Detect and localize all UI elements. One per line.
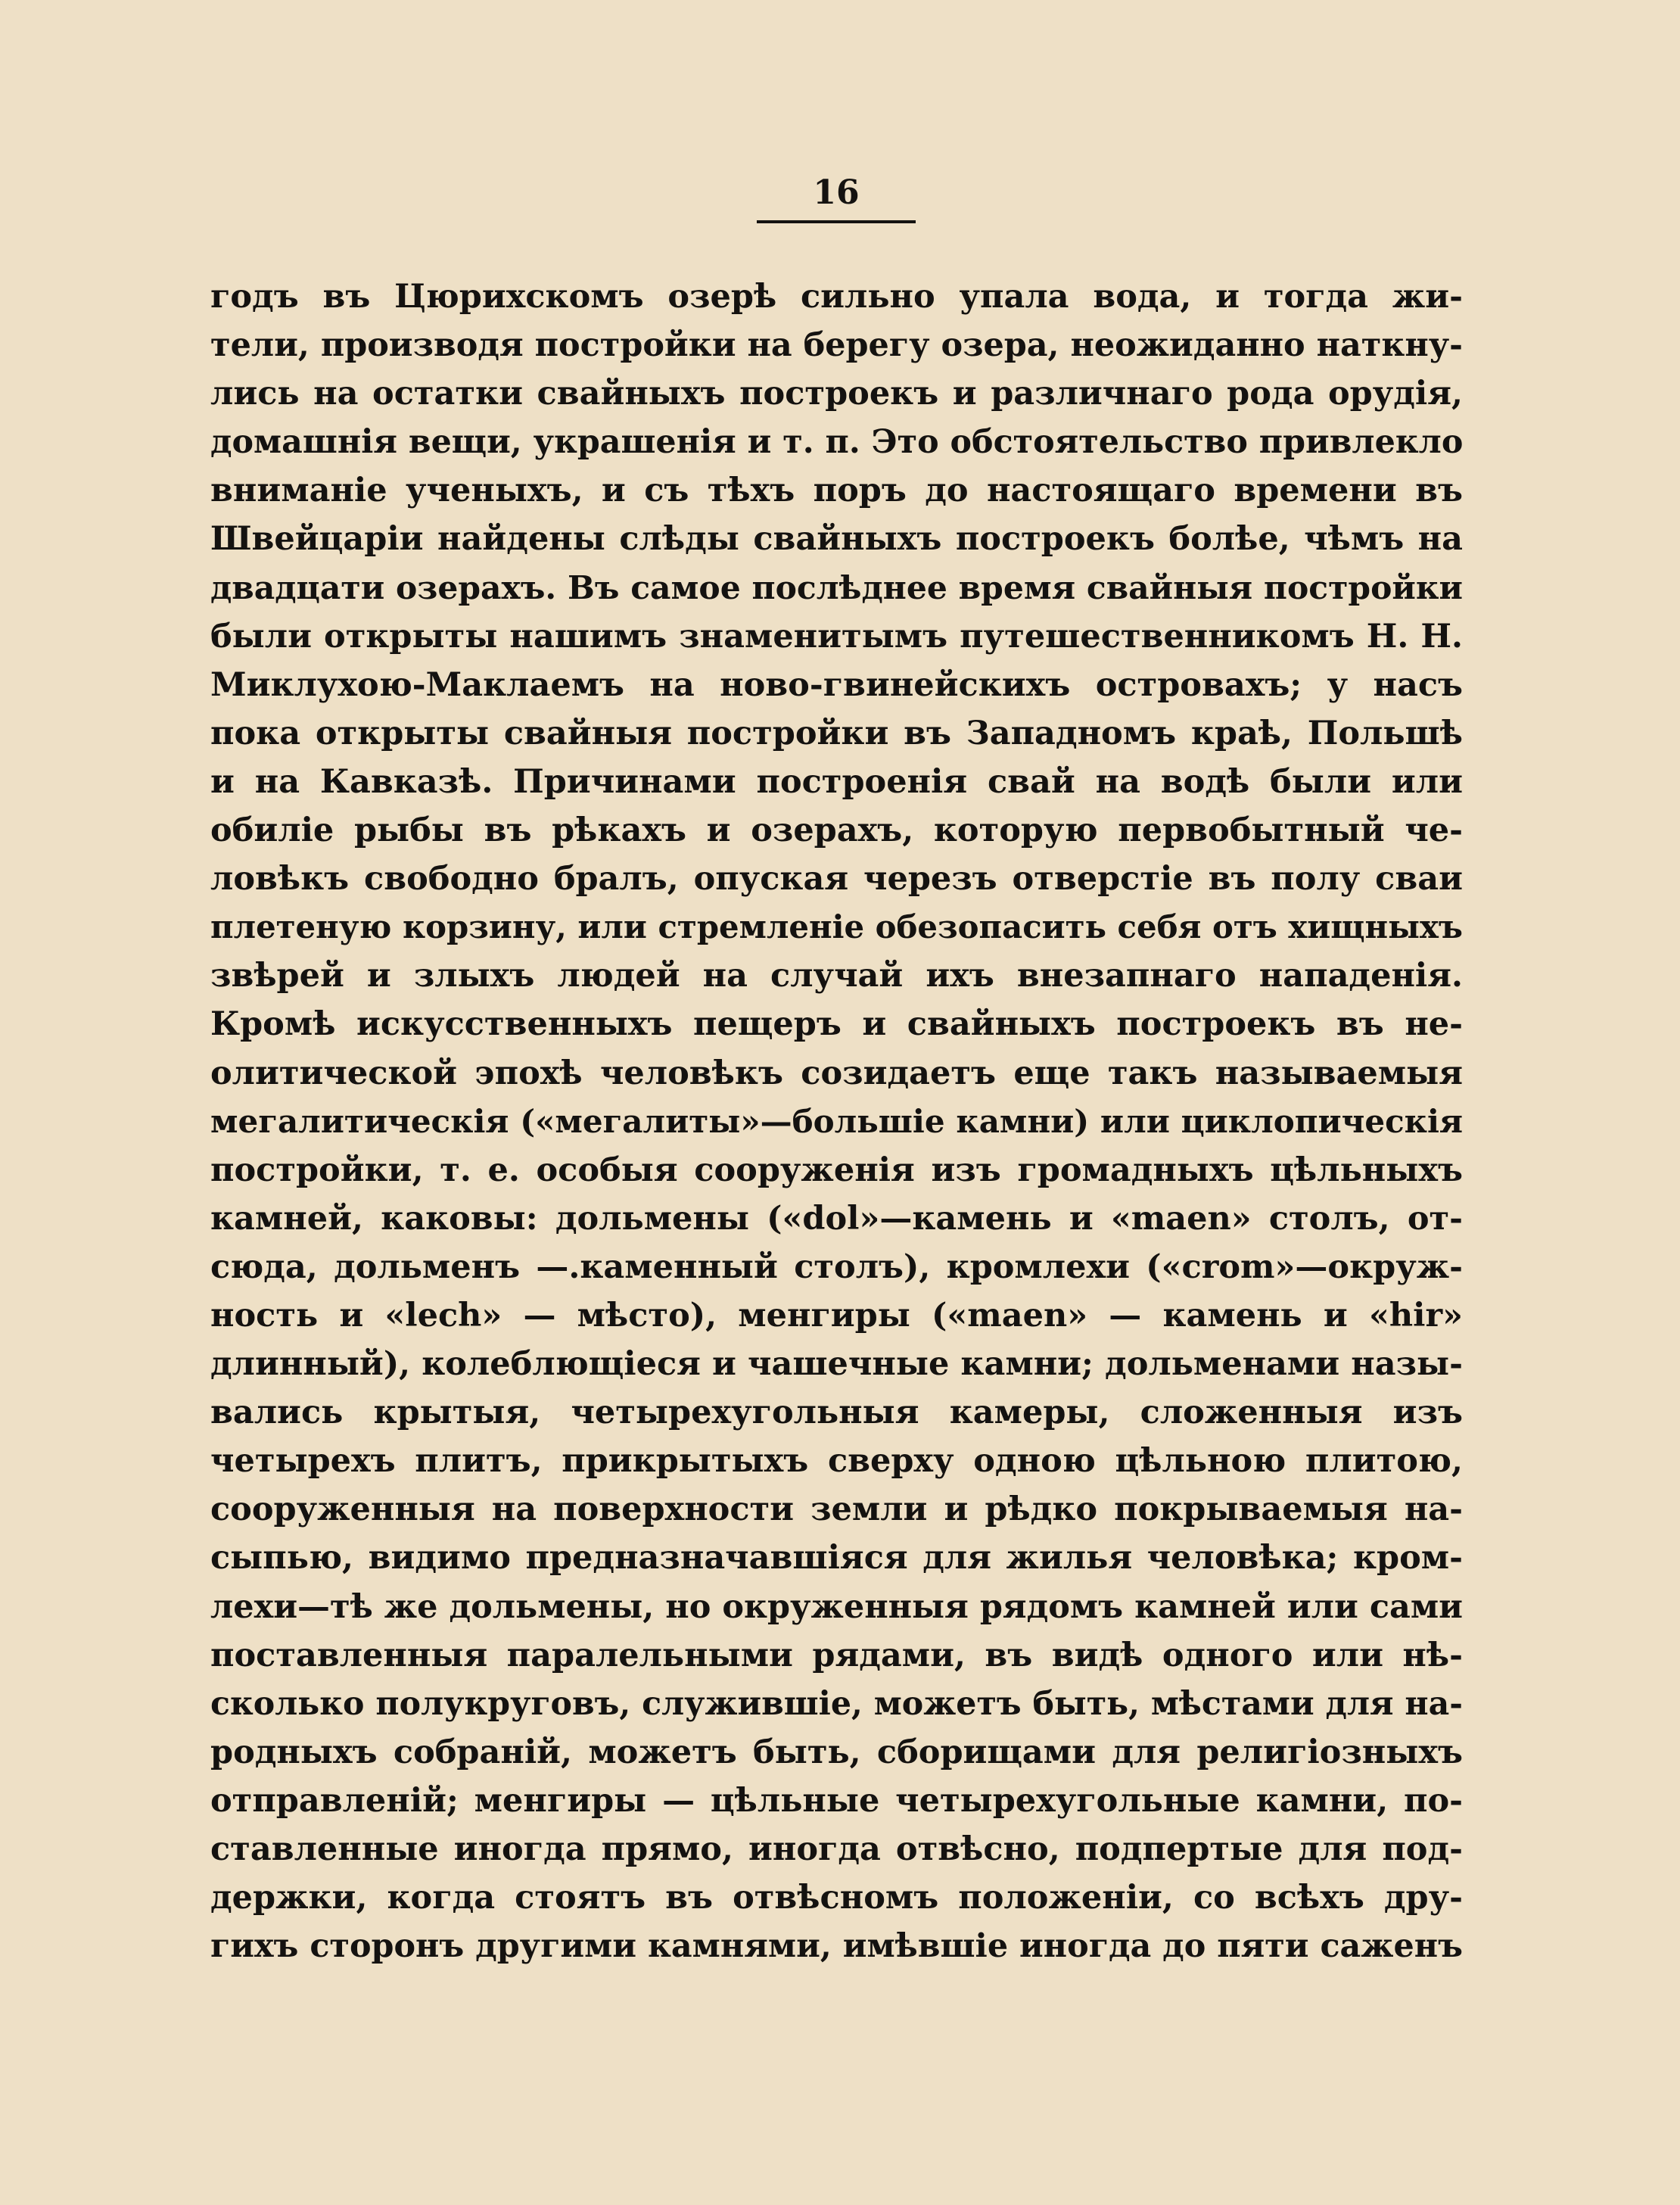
page-number-underline — [757, 220, 916, 223]
text-line: постройки, т. е. особыя сооруженія изъ громадныхъ цѣльныхъ — [210, 1151, 1463, 1189]
text-line: звѣрей и злыхъ людей на случай ихъ внезапнаго нападенія. — [210, 957, 1463, 995]
text-line: обиліе рыбы въ рѣкахъ и озерахъ, которую первобытный че- — [210, 811, 1463, 850]
text-line: ловѣкъ свободно бралъ, опуская черезъ отверстіе въ полу сваи — [210, 860, 1463, 899]
text-line: четырехъ плитъ, прикрытыхъ сверху одною цѣльною плитою, — [210, 1442, 1463, 1481]
text-line: сыпью, видимо предназначавшіяся для жилья человѣка; кром- — [210, 1539, 1463, 1577]
text-line: вались крытыя, четырехугольныя камеры, сложенныя изъ — [210, 1394, 1463, 1432]
page-number: 16 — [813, 173, 860, 212]
text-line: Кромѣ искусственныхъ пещеръ и свайныхъ построекъ въ не- — [210, 1005, 1463, 1044]
text-line: пока открыты свайныя постройки въ Западномъ краѣ, Польшѣ — [210, 714, 1463, 752]
text-line: длинный), колеблющіеся и чашечные камни; дольменами назы- — [210, 1345, 1463, 1384]
text-line: тели, производя постройки на берегу озера, неожиданно наткну- — [210, 326, 1463, 365]
text-line: сколько полукруговъ, служившіе, можетъ быть, мѣстами для на- — [210, 1684, 1463, 1723]
text-line: домашнія вещи, украшенія и т. п. Это обстоятельство привлекло — [210, 423, 1463, 462]
text-line: ность и «lech» — мѣсто), менгиры («maen» — камень и «hir» — [210, 1296, 1463, 1335]
text-line: камней, каковы: дольмены («dol»—камень и «maen» столъ, от- — [210, 1199, 1463, 1238]
text-line: двадцати озерахъ. Въ самое послѣднее время свайныя постройки — [210, 568, 1463, 607]
text-line: ставленные иногда прямо, иногда отвѣсно, подпертые для под- — [210, 1830, 1463, 1868]
text-line: сюда, дольменъ —.каменный столъ), кромлехи («crom»—окруж- — [210, 1247, 1463, 1286]
text-line: Миклухою-Маклаемъ на ново-гвинейскихъ островахъ; у насъ — [210, 665, 1463, 704]
text-line: плетеную корзину, или стремленіе обезопасить себя отъ хищныхъ — [210, 908, 1463, 946]
body-text — [210, 273, 1463, 1970]
text-line: лись на остатки свайныхъ построекъ и различнаго рода орудія, — [210, 375, 1463, 413]
text-line: гихъ сторонъ другими камнями, имѣвшіе иногда до пяти саженъ — [210, 1927, 1463, 1966]
text-line: олитической эпохѣ человѣкъ созидаетъ еще такъ называемыя — [210, 1054, 1463, 1092]
text-line: годъ въ Цюрихскомъ озерѣ сильно упала вода, и тогда жи- — [210, 278, 1463, 316]
text-line: сооруженныя на поверхности земли и рѣдко покрываемыя на- — [210, 1490, 1463, 1529]
text-line: вниманіе ученыхъ, и съ тѣхъ поръ до настоящаго времени въ — [210, 472, 1463, 510]
text-line: мегалитическія («мегалиты»—большіе камни) или циклопическія — [210, 1102, 1463, 1140]
text-line: лехи—тѣ же дольмены, но окруженныя рядомъ камней или сами — [210, 1587, 1463, 1626]
text-line: родныхъ собраній, можетъ быть, сборищами для религіозныхъ — [210, 1733, 1463, 1771]
text-line: держки, когда стоятъ въ отвѣсномъ положеніи, со всѣхъ дру- — [210, 1879, 1463, 1917]
text-line: отправленій; менгиры — цѣльные четырехугольные камни, по- — [210, 1781, 1463, 1820]
text-line: и на Кавказѣ. Причинами построенія свай на водѣ были или — [210, 762, 1463, 801]
text-line: поставленныя паралельными рядами, въ видѣ одного или нѣ- — [210, 1636, 1463, 1674]
text-line: были открыты нашимъ знаменитымъ путешественникомъ Н. Н. — [210, 617, 1463, 656]
text-line: Швейцаріи найдены слѣды свайныхъ построекъ болѣе, чѣмъ на — [210, 520, 1463, 559]
